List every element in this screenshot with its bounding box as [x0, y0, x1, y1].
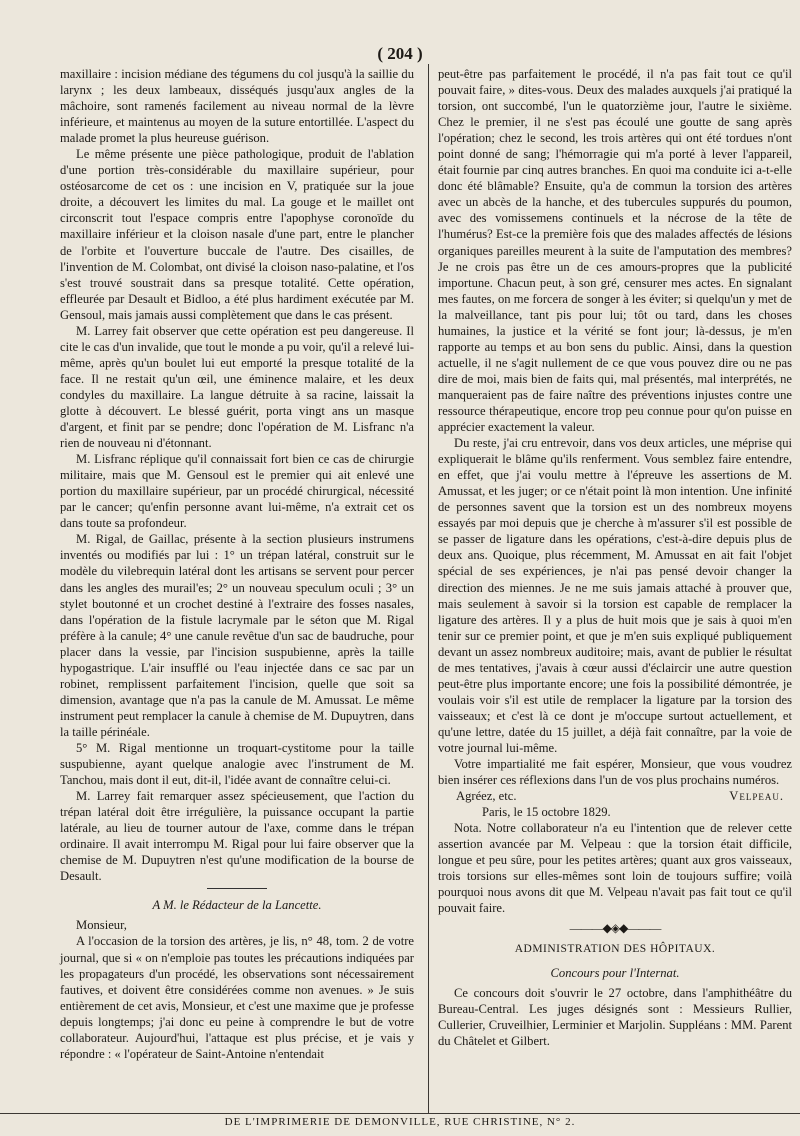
- page-number: ( 204 ): [377, 44, 423, 63]
- paragraph: M. Rigal, de Gaillac, présente à la section plusieurs instrumens inventés ou modifiés par lui : 1° un trépan latéral, construit sur le modèle du vilebrequin latéral dont les artisans se servent pour percer dans les angles des murail'es; 2° un nouveau speculum oculi ; 3° un stylet boutonné et un crochet destiné à l'extraire des fosses nasales, dans l'opération de la fistule lacrymale par le séton que M. Rigal préfère à la canule; 4° une canule revêtue d'un sac de baudruche, pour placer dans la vessie, par l'incision suspubienne, après la taille hypogastrique. L'air insufflé ou l'eau injectée dans ce sac par un robinet, remplissent parfaitement l'incision, quelle que soit sa dimension, avantage que n'a pas la canule de M. Amussat. Le même instrument peut remplacer la canule à chemise de M. Dupuytren, dans la taille périnéale.: [60, 532, 414, 739]
- printer-footer: DE L'IMPRIMERIE DE DEMONVILLE, RUE CHRISTINE, N° 2.: [0, 1113, 800, 1128]
- paragraph: Le même présente une pièce pathologique, produit de l'ablation d'une portion très-considérable du maxillaire supérieur, pour ostéosarcome de cet os : une incision en V, pratiquée sur la joue droite, a découvert les limites du mal. La gouge et le maillet ont circonscrit tout l'espace compris entre l'apophyse coronoïde du maxillaire inférieur et la cloison nasale d'une part, entre le plancher de l'orbite et l'ouverture buccale de l'autre. Des cisailles, de l'invention de M. Colombat, ont divisé la cloison naso-palatine, et l'os s'est trouvé soustrait dans sa presque totalité. Cette opération, effleurée par Desault et Bidloo, a été plus hardiment exécutée par M. Gensoul, mais jamais aussi complètement que dans le cas présent.: [60, 147, 414, 322]
- signature: Velpeau.: [729, 789, 784, 804]
- letter-heading: A M. le Rédacteur de la Lancette.: [152, 898, 322, 913]
- section-heading: ADMINISTRATION DES HÔPITAUX.: [514, 942, 716, 955]
- paragraph: peut-être pas parfaitement le procédé, il n'a pas fait tout ce qu'il pouvait faire, » dites-vous. Deux des malades auxquels j'ai pratiqué la torsion, ont succombé, l'un le quatorzième jour, l'autre le sixième. Chez le premier, il ne s'est pas écoulé une goutte de sang après l'opération; chez le second, les trois artères qui ont été tordues n'ont point donné de sang; l'hémorragie qui m'a porté à lever l'appareil, était fournie par cinq autres branches. En quoi ma conduite ici a-t-elle donc été blâmable? Ensuite, qu'a de commun la torsion des artères avec un abcès de la hanche, et des tubercules suppurés du poumon, avec des vomissemens continuels et la nécrose de la tête de l'humérus? Est-ce la première fois que des malades affectés de lésions organiques pareilles meurent à la suite de l'amputation des membres? Je ne crois pas être un de ces amours-propres que la publicité importune. Chacun peut, à son gré, censurer mes actes. En signalant mes fautes, on me forcera de songer à les éviter; si quelqu'un y met de la malveillance, tant pis pour lui; tôt ou tard, dans les choses humaines, la justice et la vérité se font jour; là-dessus, je m'en rapporte au temps et au bon sens du public. Ainsi, dans la question actuelle, il ne s'agit nullement de ce que vous pouvez dire ou ne pas dire de moi, mais bien de faits qui, mal présentés, mal interprétés, ne manqueraient pas de faire naître des préventions injustes contre une ressource thérapeutique, encore trop peu connue pour qu'on puisse en apprécier exactement la valeur.: [438, 67, 792, 435]
- letter-date: Paris, le 15 octobre 1829.: [482, 805, 611, 820]
- paragraph: Du reste, j'ai cru entrevoir, dans vos deux articles, une méprise qui expliquerait le blâme qu'ils renferment. Vous semblez faire entendre, en effet, que j'ai voulu mettre à l'épreuve les assertions de M. Amussat, et les juger; or ce n'était point là mon intention. Une infinité de personnes savent que la torsion est un des nombreux moyens essayés par moi depuis que je cherche à m'assurer s'il est possible de se passer de ligature dans les opérations, c'est-à-dire depuis plus de deux ans. Quoique, plus récemment, M. Amussat en ait fait l'objet spécial de ses expériences, je n'ai pas pensé devoir changer la direction des miennes. Je ne me suis jamais attaché à prouver que, mais seulement à savoir si la torsion est capable de remplacer la ligature des artères. Il y a plus de huit mois que je sais à quoi m'en tenir sur ce premier point, et que je m'en suis expliqué publiquement devant un assez nombreux auditoire; mais, avant de publier le résultat de mes tentatives, j'avais à cœur aussi d'éclaircir une autre question peut-être plus importante encore; une fois la possibilité démontrée, je voulais voir s'il est utile de remplacer la ligature par la torsion des vaisseaux; et c'est là ce dont je m'occupe surtout actuellement, et qu'une lettre, datée du 15 juillet, a déjà fait connaître, par la voie de votre journal lui-même.: [438, 436, 792, 755]
- paragraph: 5° M. Rigal mentionne un troquart-cystitome pour la taille suspubienne, ayant quelque analogie avec l'instrument de M. Tanchou, mais dont il eut, dit-il, l'idée avant de connaître celui-ci.: [60, 740, 414, 788]
- left-column: [60, 66, 414, 1062]
- signature-line: [438, 788, 792, 804]
- ornament-divider: ———◆◈◆———: [569, 921, 661, 936]
- nota-paragraph: Nota. Notre collaborateur n'a eu l'intention que de relever cette assertion avancée par M. Velpeau : que la torsion était difficile, longue et peu sûre, pour les petites artères; quant aux gros vaisseaux, trois torsions sur elles-mêmes sont loin de toujours suffire; voilà pourquoi nous avons dit que M. Velpeau n'avait pas fait tout ce qu'il pouvait faire.: [438, 821, 792, 916]
- paragraph: M. Larrey fait observer que cette opération est peu dangereuse. Il cite le cas d'un invalide, que tout le monde a pu voir, qu'il a relevé lui-même, après qu'un boulet lui eut emporté la presque totalité de la face. Il ne restait qu'un œil, une éminence malaire, et les deux condyles du maxillaire. La langue détruite à sa racine, laissait la glotte à découvert. Le blessé guérit, porta vingt ans un masque d'argent, et finit par se pendre; donc l'opération de M. Lisfranc n'a rien de nouveau ni d'étonnant.: [60, 323, 414, 451]
- section-subheading: Concours pour l'Internat.: [550, 965, 680, 980]
- section-rule: [207, 888, 267, 889]
- paragraph: A l'occasion de la torsion des artères, je lis, n° 48, tom. 2 de votre journal, que si « on n'emploie pas toutes les précautions indiquées par les propagateurs d'un procédé, les observations sont nécessairement fautives, et doivent être considérées comme non avenues. » Je suis entièrement de cet avis, Monsieur, et c'est une maxime que je professe depuis longtemps; j'ai donc eu peine à comprendre le but de votre collaborateur. Aujourd'hui, l'attaque est plus précise, et je vais y répondre : « l'opérateur de Saint-Antoine n'entendait: [60, 934, 414, 1061]
- paragraph: M. Larrey fait remarquer assez spécieusement, que l'action du trépan latéral doit être irrégulière, la puissance occupant la partie latérale, au lieu de tourner autour de l'axe, comme dans le trépan ordinaire. Il avait interrompu M. Rigal pour lui faire observer que la chemise de M. Dupuytren n'est qu'une modification de la bourse de Desault.: [60, 789, 414, 884]
- salutation: Monsieur,: [76, 918, 127, 933]
- paragraph: maxillaire : incision médiane des tégumens du col jusqu'à la saillie du larynx ; les deux lambeaux, disséqués jusqu'aux angles de la mâchoire, sont ramenés facilement au niveau normal de la lèvre inférieure, et maintenus au moyen de la suture entortillée. L'aspect du malade promet la plus heureuse guérison.: [60, 67, 414, 146]
- paragraph: Votre impartialité me fait espérer, Monsieur, que vous voudrez bien insérer ces réflexions dans l'un de vos plus prochains numéros.: [438, 757, 792, 788]
- closing: Agréez, etc.: [456, 789, 517, 804]
- column-divider: [428, 64, 429, 1114]
- right-column: [438, 66, 792, 1049]
- paragraph: M. Lisfranc réplique qu'il connaissait fort bien ce cas de chirurgie militaire, mais que M. Gensoul est le premier qui ait enlevé une portion du maxillaire supérieur, par un procédé chirurgical, nécessité par le cancer; qu'enfin personne avant lui-même, n'a extrait cet os dans toute sa profondeur.: [60, 452, 414, 531]
- paragraph: Ce concours doit s'ouvrir le 27 octobre, dans l'amphithéâtre du Bureau-Central. Les juges désignés sont : Messieurs Rullier, Cullerier, Cruveilhier, Lerminier et Marjolin. Suppléans : MM. Parent du Châtelet et Gilbert.: [438, 985, 792, 1048]
